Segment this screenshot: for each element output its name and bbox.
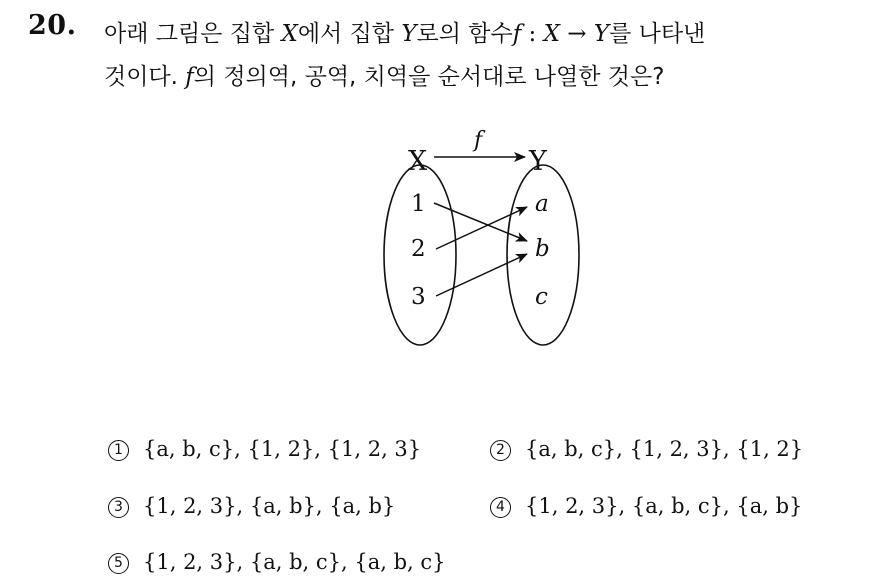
option-marker: 5 — [108, 553, 129, 574]
set-y-symbol: Y — [593, 21, 610, 47]
option-marker: 4 — [490, 497, 511, 518]
mapping-arrow-1-to-b — [434, 203, 527, 241]
domain-element: 1 — [411, 191, 426, 217]
codomain-label: Y — [529, 146, 547, 177]
question-text: 의 정의역, 공역, 치역을 순서대로 나열한 것은? — [193, 64, 665, 90]
domain-element: 2 — [411, 236, 426, 262]
question-text: 에서 집합 — [297, 21, 402, 47]
question-text: 아래 그림은 집합 — [104, 21, 282, 47]
domain-element: 3 — [411, 284, 426, 310]
option-marker: 2 — [490, 440, 511, 461]
question-number: 20. — [28, 10, 77, 41]
function-symbol: f — [512, 21, 522, 47]
option-text: {1, 2, 3}, {a, b}, {a, b} — [143, 494, 396, 518]
colon-symbol: : — [521, 21, 544, 47]
set-y-symbol: Y — [401, 21, 417, 47]
answer-option-5[interactable] — [108, 550, 446, 574]
option-text: {1, 2, 3}, {a, b, c}, {a, b} — [525, 494, 803, 518]
option-text: {1, 2, 3}, {a, b, c}, {a, b, c} — [143, 550, 446, 574]
mapping-arrow-2-to-a — [436, 207, 527, 249]
function-label: f — [474, 128, 483, 153]
function-symbol: f — [185, 64, 194, 90]
option-text: {a, b, c}, {1, 2}, {1, 2, 3} — [143, 437, 422, 461]
domain-label: X — [408, 146, 428, 177]
answer-option-2[interactable] — [490, 437, 803, 461]
option-marker: 3 — [108, 497, 129, 518]
question-text: 것이다. — [104, 64, 186, 90]
answer-option-3[interactable] — [108, 494, 395, 518]
option-marker: 1 — [108, 440, 129, 461]
set-x-symbol: X — [543, 21, 560, 47]
option-text: {a, b, c}, {1, 2, 3}, {1, 2} — [525, 437, 804, 461]
arrow-symbol: → — [559, 21, 594, 47]
codomain-element: c — [535, 284, 548, 310]
codomain-element: a — [535, 191, 549, 217]
mapping-arrow-3-to-b — [436, 254, 527, 296]
question-text: 로의 함수 — [416, 21, 513, 47]
answer-option-4[interactable] — [490, 494, 802, 518]
set-x-symbol: X — [281, 21, 298, 47]
codomain-element: b — [535, 236, 550, 262]
answer-option-1[interactable] — [108, 437, 421, 461]
question-text: 를 나타낸 — [609, 21, 706, 47]
